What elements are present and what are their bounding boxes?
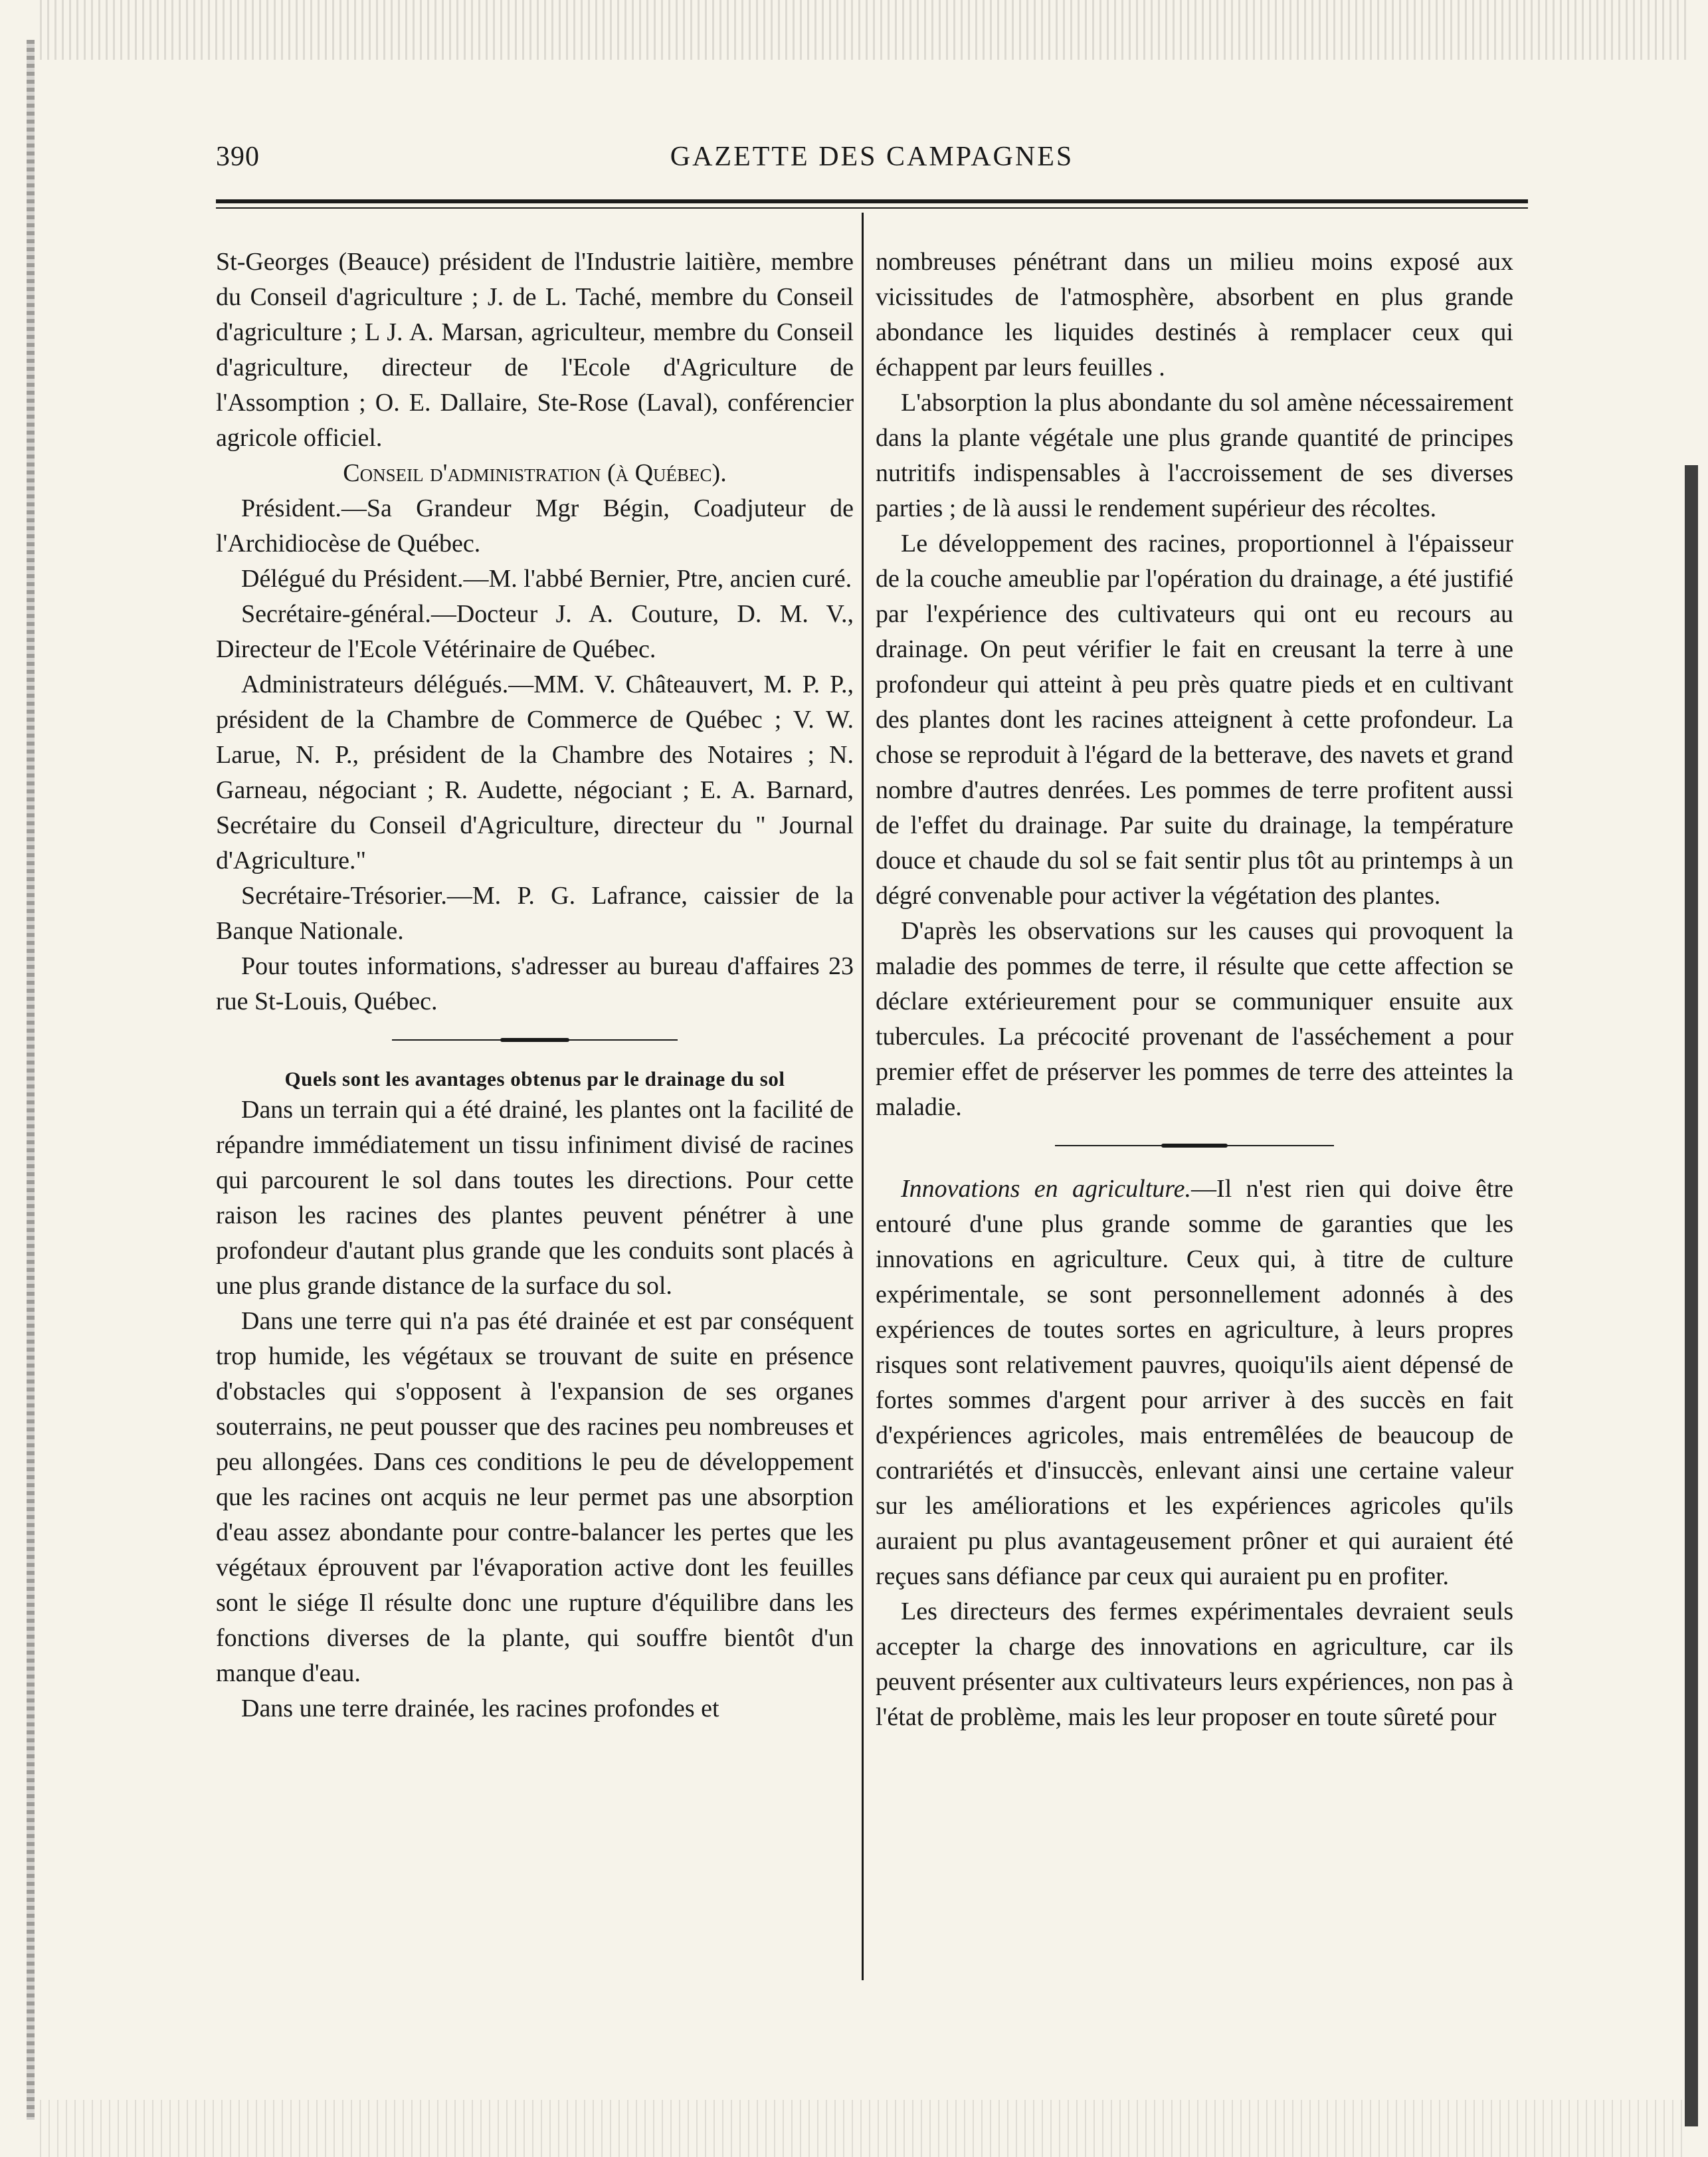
paragraph (876, 1172, 1513, 1594)
paragraph: Président.—Sa Grandeur Mgr Bégin, Coadjuteur de l'Archidiocèse de Québec. (216, 494, 854, 558)
right-column (876, 245, 1513, 1735)
scan-noise-bottom (40, 2100, 1687, 2157)
paragraph: Secrétaire-général.—Docteur J. A. Couture, D. M. V., Directeur de l'Ecole Vétérinaire de Québec. (216, 600, 854, 663)
paragraph: Dans une terre drainée, les racines profondes et (241, 1695, 719, 1722)
binding-edge-left (27, 40, 35, 2120)
section-divider (1055, 1142, 1334, 1149)
section-divider (392, 1037, 678, 1043)
paragraph: nombreuses pénétrant dans un milieu moins exposé aux vicissitudes de l'atmosphère, absorbent en plus grande abondance les liquides destinés à remplacer ceux qui échappent par leurs feuilles . (876, 248, 1513, 381)
paragraph: Le développement des racines, proportionnel à l'épaisseur de la couche ameublie par l'opération du drainage, a été justifié par l'expérience des cultivateurs qui ont eu recours au drainage. On peut vérifier le fait en creusant la terre à une profondeur qui atteint à peu près quatre pieds et en cultivant des plantes dont les racines atteignent à cette profondeur. La chose se reproduit à l'égard de la betterave, des navets et grand nombre d'autres denrées. Les pommes de terre profitent aussi de l'effet du drainage. Par suite du drainage, la température douce et chaude du sol se fait sentir plus tôt au printemps à un dégré convenable pour activer la végétation des plantes. (876, 530, 1513, 910)
binding-edge-right (1685, 465, 1698, 2126)
paragraph: Dans une terre qui n'a pas été drainée et est par conséquent trop humide, les végétaux se trouvant de suite en présence d'obstacles qui s'opposent à l'expansion de ses organes souterrains, ne peut pousser que des racines peu nombreuses et peu allongées. Dans ces conditions le peu de développement que les racines ont acquis ne leur permet pas une absorption d'eau assez abondante pour contre-balancer les pertes que les végétaux éprouvent par l'évaporation active dont les feuilles sont le siége Il résulte donc une rupture d'équilibre dans les fonctions diverses de la plante, qui souffre bientôt d'un manque d'eau. (216, 1307, 854, 1687)
paragraph: L'absorption la plus abondante du sol amène nécessairement dans la plante végétale une plus grande quantité de principes nutritifs indispensables à l'accroissement de ses diverses parties ; de là aussi le rendement supérieur des récoltes. (876, 389, 1513, 522)
inline-text: —Il n'est rien qui doive être entouré d'une plus grande somme de garanties que les innovations en agriculture. Ceux qui, à titre de culture expérimentale, se sont personnellement adonnés à des expériences de toutes sortes en agriculture, à leurs propres risques sont relativement pauvres, quoiqu'ils aient dépensé de fortes sommes d'argent pour arriver à des succès en fait d'expériences agricoles, mais entremêlées de beaucoup de contrariétés et d'insuccès, enlevant ainsi une certaine valeur sur les améliorations et les expériences agricoles qu'ils auraient pu plus avantageusement prôner et qui auraient été reçues sans défiance par ceux qui auraient pu en profiter. (876, 1175, 1513, 1590)
paragraph: Délégué du Président.—M. l'abbé Bernier, Ptre, ancien curé. (241, 565, 852, 593)
page-header (216, 141, 1528, 181)
running-title: GAZETTE DES CAMPAGNES (670, 142, 1074, 172)
article-heading-inline: Innovations en agriculture. (901, 1175, 1192, 1203)
section-heading: Conseil d'administration (à Québec). (343, 459, 727, 487)
paragraph: Les directeurs des fermes expérimentales devraient seuls accepter la charge des innovations en agriculture, car ils peuvent présenter aux cultivateurs leurs expériences, non pas à l'état de problème, mais les leur proposer en toute sûreté pour (876, 1597, 1513, 1731)
scan-noise-top (40, 0, 1687, 60)
paragraph: St-Georges (Beauce) président de l'Industrie laitière, membre du Conseil d'agriculture ; J. de L. Taché, membre du Conseil d'agriculture ; L J. A. Marsan, agriculteur, membre du Conseil d'agriculture, directeur de l'Ecole d'Agriculture de l'Assomption ; O. E. Dallaire, Ste-Rose (Laval), conférencier agricole officiel. (216, 248, 854, 452)
header-rule (216, 199, 1528, 209)
column-rule (862, 213, 864, 1980)
left-column (216, 245, 854, 1726)
paragraph: Dans un terrain qui a été drainé, les plantes ont la facilité de répandre immédiatement un tissu infiniment divisé de racines qui parcourent le sol dans toutes les directions. Pour cette raison les racines des plantes peuvent pénétrer à une profondeur d'autant plus grande que les conduits sont placés à une plus grande distance de la surface du sol. (216, 1096, 854, 1300)
page-number: 390 (216, 142, 260, 172)
paragraph: Administrateurs délégués.—MM. V. Châteauvert, M. P. P., président de la Chambre de Commerce de Québec ; V. W. Larue, N. P., président de la Chambre des Notaires ; N. Garneau, négociant ; R. Audette, négociant ; E. A. Barnard, Secrétaire du Conseil d'Agriculture, directeur du " Journal d'Agriculture." (216, 670, 854, 874)
paragraph: D'après les observations sur les causes qui provoquent la maladie des pommes de terre, il résulte que cette affection se déclare extérieurement pour se communiquer ensuite aux tubercules. La précocité provenant de l'asséchement a pour premier effet de préserver les pommes de terre des atteintes la maladie. (876, 917, 1513, 1121)
article-title: Quels sont les avantages obtenus par le drainage du sol (284, 1067, 785, 1090)
paragraph: Pour toutes informations, s'adresser au bureau d'affaires 23 rue St-Louis, Québec. (216, 952, 854, 1015)
paragraph: Secrétaire-Trésorier.—M. P. G. Lafrance, caissier de la Banque Nationale. (216, 882, 854, 945)
